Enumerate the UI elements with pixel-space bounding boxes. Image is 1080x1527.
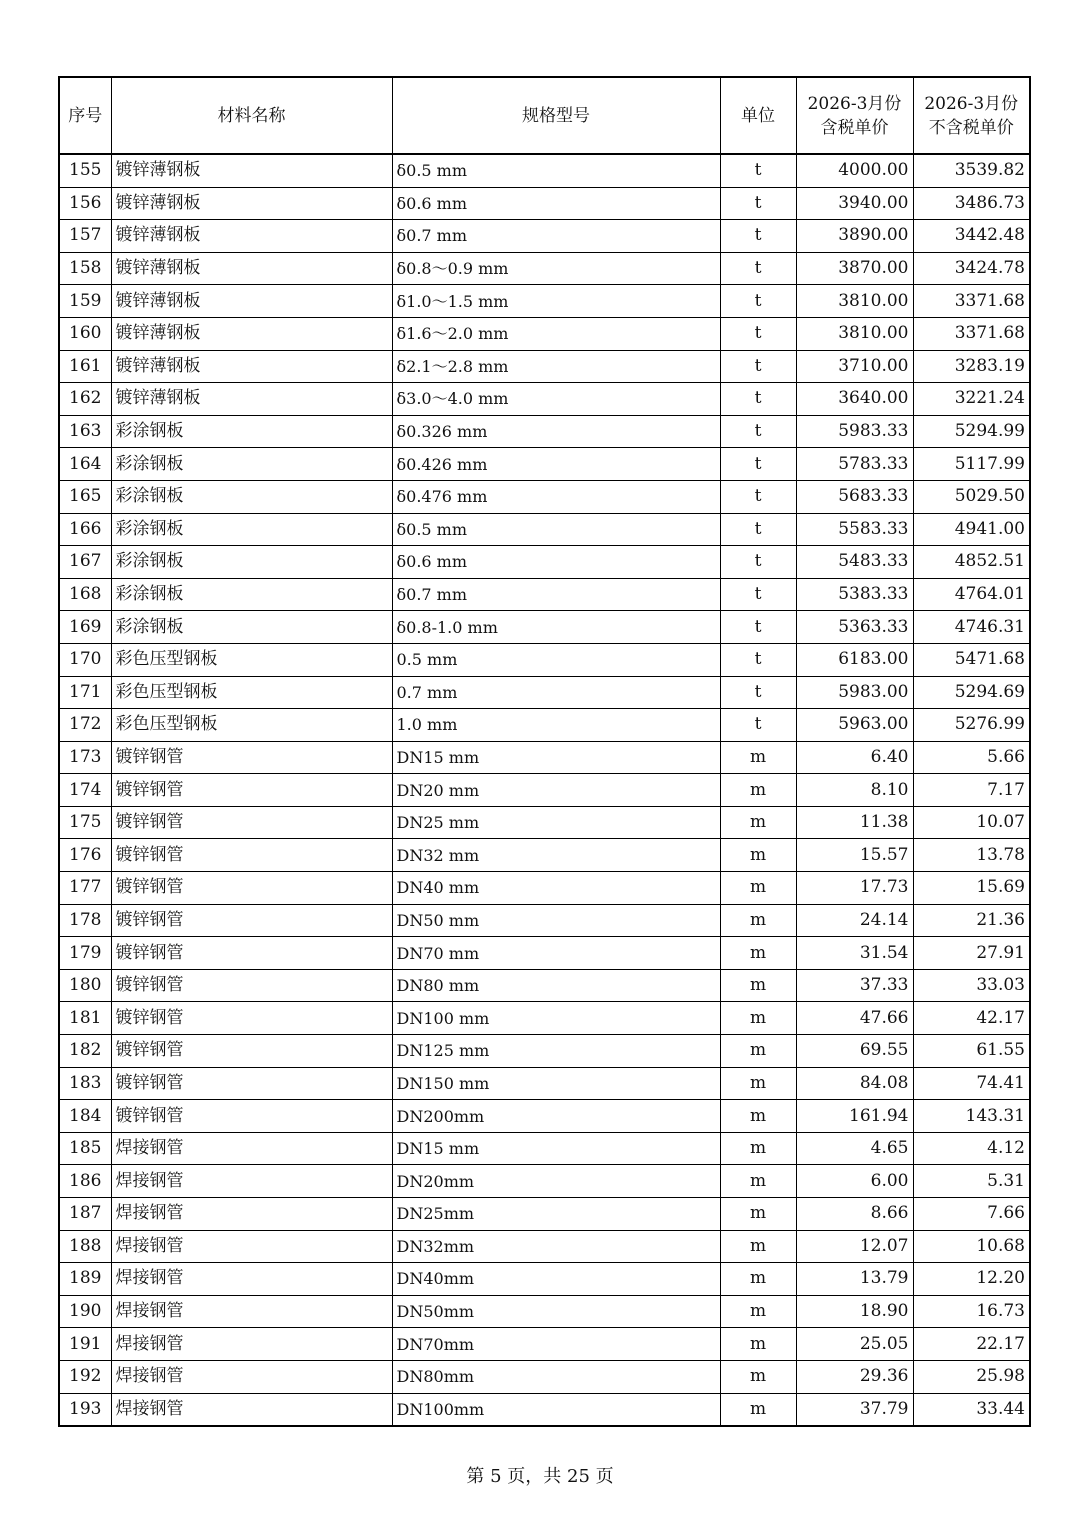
cell-price-tax: 5983.00	[796, 676, 913, 709]
cell-unit: m	[720, 1393, 796, 1426]
cell-price-notax: 5471.68	[913, 643, 1030, 676]
cell-spec: δ0.326 mm	[392, 415, 720, 448]
table-row	[59, 676, 1030, 709]
table-row	[59, 383, 1030, 416]
cell-price-tax: 5783.33	[796, 448, 913, 481]
cell-unit: t	[720, 709, 796, 742]
cell-unit: t	[720, 220, 796, 253]
cell-price-tax: 5683.33	[796, 480, 913, 513]
table-row	[59, 1328, 1030, 1361]
cell-spec: DN100 mm	[392, 1002, 720, 1035]
cell-unit: t	[720, 415, 796, 448]
cell-spec: DN80 mm	[392, 969, 720, 1002]
cell-spec: DN80mm	[392, 1360, 720, 1393]
cell-name: 镀锌钢管	[111, 904, 392, 937]
cell-spec: δ0.6 mm	[392, 187, 720, 220]
cell-name: 镀锌钢管	[111, 937, 392, 970]
cell-no: 173	[59, 741, 111, 774]
cell-spec: δ0.7 mm	[392, 220, 720, 253]
cell-price-tax: 3890.00	[796, 220, 913, 253]
cell-unit: t	[720, 187, 796, 220]
header-price-tax-line2: 含税单价	[820, 117, 889, 138]
cell-no: 174	[59, 774, 111, 807]
cell-name: 镀锌钢管	[111, 806, 392, 839]
cell-no: 187	[59, 1198, 111, 1231]
cell-price-notax: 7.17	[913, 774, 1030, 807]
table-row	[59, 806, 1030, 839]
cell-price-tax: 4000.00	[796, 154, 913, 187]
cell-no: 189	[59, 1263, 111, 1296]
table-row	[59, 1295, 1030, 1328]
table-row	[59, 220, 1030, 253]
table-row	[59, 546, 1030, 579]
cell-name: 镀锌钢管	[111, 872, 392, 905]
cell-unit: t	[720, 350, 796, 383]
cell-no: 157	[59, 220, 111, 253]
header-price-notax	[913, 77, 1030, 154]
cell-name: 镀锌钢管	[111, 774, 392, 807]
table-row	[59, 839, 1030, 872]
cell-no: 162	[59, 383, 111, 416]
cell-price-notax: 33.03	[913, 969, 1030, 1002]
cell-price-notax: 4.12	[913, 1132, 1030, 1165]
table-row	[59, 643, 1030, 676]
cell-price-notax: 4764.01	[913, 578, 1030, 611]
cell-price-notax: 5294.69	[913, 676, 1030, 709]
cell-price-notax: 3539.82	[913, 154, 1030, 187]
table-row	[59, 872, 1030, 905]
cell-price-notax: 25.98	[913, 1360, 1030, 1393]
cell-price-notax: 3371.68	[913, 317, 1030, 350]
cell-spec: DN150 mm	[392, 1067, 720, 1100]
table-row	[59, 1393, 1030, 1426]
cell-price-notax: 143.31	[913, 1100, 1030, 1133]
cell-spec: DN15 mm	[392, 741, 720, 774]
cell-spec: δ0.8-1.0 mm	[392, 611, 720, 644]
table-row	[59, 285, 1030, 318]
cell-no: 186	[59, 1165, 111, 1198]
cell-price-notax: 4746.31	[913, 611, 1030, 644]
cell-price-tax: 12.07	[796, 1230, 913, 1263]
table-row	[59, 969, 1030, 1002]
cell-no: 159	[59, 285, 111, 318]
table-header	[59, 77, 1030, 154]
cell-name: 彩涂钢板	[111, 546, 392, 579]
cell-unit: t	[720, 154, 796, 187]
cell-price-tax: 11.38	[796, 806, 913, 839]
cell-unit: m	[720, 1328, 796, 1361]
cell-no: 167	[59, 546, 111, 579]
cell-spec: δ0.8～0.9 mm	[392, 252, 720, 285]
cell-price-notax: 5.66	[913, 741, 1030, 774]
cell-unit: m	[720, 1165, 796, 1198]
cell-name: 焊接钢管	[111, 1328, 392, 1361]
cell-name: 镀锌薄钢板	[111, 154, 392, 187]
cell-price-notax: 22.17	[913, 1328, 1030, 1361]
cell-unit: m	[720, 1100, 796, 1133]
cell-name: 镀锌钢管	[111, 1002, 392, 1035]
cell-spec: DN70mm	[392, 1328, 720, 1361]
header-price-tax-line1: 2026-3月份	[807, 93, 902, 114]
cell-name: 彩涂钢板	[111, 415, 392, 448]
header-spec: 规格型号	[392, 77, 720, 154]
cell-price-notax: 13.78	[913, 839, 1030, 872]
cell-spec: δ0.5 mm	[392, 513, 720, 546]
cell-no: 168	[59, 578, 111, 611]
header-price-tax	[796, 77, 913, 154]
cell-price-tax: 3810.00	[796, 285, 913, 318]
cell-spec: δ2.1～2.8 mm	[392, 350, 720, 383]
table-row	[59, 709, 1030, 742]
cell-price-notax: 3486.73	[913, 187, 1030, 220]
cell-unit: t	[720, 578, 796, 611]
cell-price-notax: 3442.48	[913, 220, 1030, 253]
cell-unit: m	[720, 904, 796, 937]
cell-spec: δ3.0～4.0 mm	[392, 383, 720, 416]
cell-no: 172	[59, 709, 111, 742]
cell-spec: δ0.7 mm	[392, 578, 720, 611]
cell-unit: m	[720, 1035, 796, 1068]
cell-spec: DN32 mm	[392, 839, 720, 872]
table-row	[59, 317, 1030, 350]
cell-no: 171	[59, 676, 111, 709]
table-row	[59, 448, 1030, 481]
cell-no: 178	[59, 904, 111, 937]
cell-price-tax: 84.08	[796, 1067, 913, 1100]
cell-name: 焊接钢管	[111, 1165, 392, 1198]
cell-price-notax: 16.73	[913, 1295, 1030, 1328]
cell-unit: m	[720, 1295, 796, 1328]
cell-name: 焊接钢管	[111, 1132, 392, 1165]
cell-price-notax: 4852.51	[913, 546, 1030, 579]
cell-price-tax: 6.00	[796, 1165, 913, 1198]
cell-price-tax: 5363.33	[796, 611, 913, 644]
cell-spec: DN70 mm	[392, 937, 720, 970]
cell-name: 彩涂钢板	[111, 578, 392, 611]
cell-name: 彩色压型钢板	[111, 676, 392, 709]
header-no: 序号	[59, 77, 111, 154]
cell-no: 176	[59, 839, 111, 872]
cell-price-notax: 5276.99	[913, 709, 1030, 742]
cell-spec: DN125 mm	[392, 1035, 720, 1068]
cell-name: 镀锌钢管	[111, 969, 392, 1002]
cell-no: 163	[59, 415, 111, 448]
table-row	[59, 1263, 1030, 1296]
cell-spec: DN40 mm	[392, 872, 720, 905]
cell-no: 193	[59, 1393, 111, 1426]
cell-no: 182	[59, 1035, 111, 1068]
cell-spec: DN32mm	[392, 1230, 720, 1263]
cell-name: 彩涂钢板	[111, 480, 392, 513]
cell-unit: t	[720, 676, 796, 709]
cell-price-tax: 29.36	[796, 1360, 913, 1393]
cell-spec: DN20mm	[392, 1165, 720, 1198]
cell-spec: 1.0 mm	[392, 709, 720, 742]
cell-price-tax: 24.14	[796, 904, 913, 937]
cell-no: 188	[59, 1230, 111, 1263]
cell-name: 彩涂钢板	[111, 611, 392, 644]
price-table	[58, 76, 1031, 1427]
cell-unit: t	[720, 643, 796, 676]
cell-price-tax: 3810.00	[796, 317, 913, 350]
cell-name: 焊接钢管	[111, 1295, 392, 1328]
cell-price-notax: 15.69	[913, 872, 1030, 905]
cell-price-notax: 10.07	[913, 806, 1030, 839]
cell-price-notax: 10.68	[913, 1230, 1030, 1263]
cell-price-notax: 61.55	[913, 1035, 1030, 1068]
cell-name: 镀锌薄钢板	[111, 220, 392, 253]
cell-no: 169	[59, 611, 111, 644]
cell-spec: DN50 mm	[392, 904, 720, 937]
cell-no: 156	[59, 187, 111, 220]
cell-price-notax: 3221.24	[913, 383, 1030, 416]
cell-price-tax: 5963.00	[796, 709, 913, 742]
table-row	[59, 741, 1030, 774]
table-row	[59, 1100, 1030, 1133]
cell-no: 160	[59, 317, 111, 350]
cell-price-tax: 18.90	[796, 1295, 913, 1328]
table-row	[59, 937, 1030, 970]
cell-price-tax: 37.79	[796, 1393, 913, 1426]
cell-name: 焊接钢管	[111, 1230, 392, 1263]
cell-price-notax: 3424.78	[913, 252, 1030, 285]
table-row	[59, 774, 1030, 807]
cell-price-tax: 3710.00	[796, 350, 913, 383]
table-row	[59, 1165, 1030, 1198]
cell-spec: DN40mm	[392, 1263, 720, 1296]
cell-unit: m	[720, 1067, 796, 1100]
cell-price-notax: 21.36	[913, 904, 1030, 937]
cell-no: 161	[59, 350, 111, 383]
cell-price-tax: 4.65	[796, 1132, 913, 1165]
cell-unit: m	[720, 969, 796, 1002]
cell-spec: DN50mm	[392, 1295, 720, 1328]
cell-name: 镀锌钢管	[111, 1100, 392, 1133]
table-body	[59, 154, 1030, 1426]
cell-no: 192	[59, 1360, 111, 1393]
table-row	[59, 1067, 1030, 1100]
header-unit: 单位	[720, 77, 796, 154]
cell-no: 175	[59, 806, 111, 839]
cell-spec: δ1.0～1.5 mm	[392, 285, 720, 318]
cell-spec: δ0.426 mm	[392, 448, 720, 481]
cell-price-tax: 8.10	[796, 774, 913, 807]
cell-price-tax: 37.33	[796, 969, 913, 1002]
cell-price-notax: 74.41	[913, 1067, 1030, 1100]
cell-unit: t	[720, 480, 796, 513]
table-row	[59, 350, 1030, 383]
cell-price-notax: 42.17	[913, 1002, 1030, 1035]
cell-unit: t	[720, 611, 796, 644]
cell-unit: m	[720, 741, 796, 774]
cell-price-tax: 47.66	[796, 1002, 913, 1035]
cell-unit: m	[720, 1132, 796, 1165]
cell-price-notax: 5294.99	[913, 415, 1030, 448]
cell-price-notax: 4941.00	[913, 513, 1030, 546]
cell-spec: DN100mm	[392, 1393, 720, 1426]
cell-price-tax: 17.73	[796, 872, 913, 905]
cell-price-notax: 33.44	[913, 1393, 1030, 1426]
cell-unit: t	[720, 252, 796, 285]
cell-price-notax: 5.31	[913, 1165, 1030, 1198]
cell-name: 镀锌钢管	[111, 1067, 392, 1100]
cell-name: 彩色压型钢板	[111, 643, 392, 676]
cell-unit: t	[720, 546, 796, 579]
cell-unit: m	[720, 872, 796, 905]
cell-unit: m	[720, 1360, 796, 1393]
cell-unit: m	[720, 1230, 796, 1263]
cell-price-tax: 5983.33	[796, 415, 913, 448]
cell-name: 镀锌薄钢板	[111, 317, 392, 350]
table-row	[59, 578, 1030, 611]
cell-spec: DN20 mm	[392, 774, 720, 807]
table-row	[59, 513, 1030, 546]
cell-no: 170	[59, 643, 111, 676]
cell-price-notax: 7.66	[913, 1198, 1030, 1231]
cell-name: 彩涂钢板	[111, 513, 392, 546]
cell-spec: δ0.476 mm	[392, 480, 720, 513]
cell-price-tax: 25.05	[796, 1328, 913, 1361]
table-row	[59, 1035, 1030, 1068]
cell-no: 177	[59, 872, 111, 905]
cell-price-tax: 8.66	[796, 1198, 913, 1231]
cell-price-tax: 69.55	[796, 1035, 913, 1068]
cell-name: 镀锌钢管	[111, 839, 392, 872]
cell-no: 158	[59, 252, 111, 285]
table-row	[59, 154, 1030, 187]
table-row	[59, 415, 1030, 448]
cell-price-tax: 3640.00	[796, 383, 913, 416]
table-row	[59, 252, 1030, 285]
cell-unit: m	[720, 1002, 796, 1035]
header-name: 材料名称	[111, 77, 392, 154]
cell-name: 彩色压型钢板	[111, 709, 392, 742]
cell-name: 焊接钢管	[111, 1393, 392, 1426]
cell-unit: m	[720, 774, 796, 807]
cell-name: 焊接钢管	[111, 1198, 392, 1231]
cell-unit: m	[720, 1198, 796, 1231]
cell-unit: m	[720, 937, 796, 970]
cell-no: 166	[59, 513, 111, 546]
cell-name: 镀锌薄钢板	[111, 350, 392, 383]
cell-unit: t	[720, 317, 796, 350]
cell-spec: δ0.5 mm	[392, 154, 720, 187]
table-row	[59, 1230, 1030, 1263]
cell-price-tax: 3870.00	[796, 252, 913, 285]
cell-no: 191	[59, 1328, 111, 1361]
cell-no: 180	[59, 969, 111, 1002]
header-row	[59, 77, 1030, 154]
table-row	[59, 187, 1030, 220]
cell-price-notax: 5117.99	[913, 448, 1030, 481]
cell-no: 184	[59, 1100, 111, 1133]
cell-price-notax: 27.91	[913, 937, 1030, 970]
cell-no: 155	[59, 154, 111, 187]
cell-price-notax: 12.20	[913, 1263, 1030, 1296]
cell-unit: m	[720, 1263, 796, 1296]
cell-price-notax: 3283.19	[913, 350, 1030, 383]
cell-no: 181	[59, 1002, 111, 1035]
cell-price-notax: 3371.68	[913, 285, 1030, 318]
cell-price-tax: 6.40	[796, 741, 913, 774]
table-row	[59, 1198, 1030, 1231]
table-row	[59, 1002, 1030, 1035]
cell-unit: t	[720, 448, 796, 481]
cell-no: 165	[59, 480, 111, 513]
cell-price-tax: 5483.33	[796, 546, 913, 579]
cell-price-tax: 15.57	[796, 839, 913, 872]
cell-price-tax: 5383.33	[796, 578, 913, 611]
cell-name: 镀锌钢管	[111, 741, 392, 774]
cell-spec: δ0.6 mm	[392, 546, 720, 579]
table-row	[59, 1132, 1030, 1165]
cell-spec: 0.5 mm	[392, 643, 720, 676]
table-row	[59, 611, 1030, 644]
cell-price-tax: 3940.00	[796, 187, 913, 220]
cell-unit: m	[720, 839, 796, 872]
page-footer: 第 5 页，共 25 页	[466, 1466, 614, 1487]
cell-spec: DN25 mm	[392, 806, 720, 839]
cell-no: 190	[59, 1295, 111, 1328]
cell-price-tax: 6183.00	[796, 643, 913, 676]
cell-name: 焊接钢管	[111, 1263, 392, 1296]
cell-unit: m	[720, 806, 796, 839]
cell-name: 镀锌薄钢板	[111, 187, 392, 220]
cell-spec: δ1.6～2.0 mm	[392, 317, 720, 350]
cell-unit: t	[720, 285, 796, 318]
header-price-notax-line1: 2026-3月份	[924, 93, 1019, 114]
cell-no: 179	[59, 937, 111, 970]
cell-name: 镀锌薄钢板	[111, 383, 392, 416]
cell-price-tax: 13.79	[796, 1263, 913, 1296]
cell-unit: t	[720, 383, 796, 416]
cell-no: 183	[59, 1067, 111, 1100]
cell-name: 彩涂钢板	[111, 448, 392, 481]
cell-spec: DN25mm	[392, 1198, 720, 1231]
cell-name: 焊接钢管	[111, 1360, 392, 1393]
cell-name: 镀锌薄钢板	[111, 285, 392, 318]
cell-no: 185	[59, 1132, 111, 1165]
table-row	[59, 1360, 1030, 1393]
cell-price-tax: 161.94	[796, 1100, 913, 1133]
header-price-notax-line2: 不含税单价	[928, 117, 1014, 138]
cell-no: 164	[59, 448, 111, 481]
cell-price-notax: 5029.50	[913, 480, 1030, 513]
cell-name: 镀锌薄钢板	[111, 252, 392, 285]
cell-unit: t	[720, 513, 796, 546]
cell-price-tax: 5583.33	[796, 513, 913, 546]
cell-spec: DN15 mm	[392, 1132, 720, 1165]
cell-name: 镀锌钢管	[111, 1035, 392, 1068]
cell-price-tax: 31.54	[796, 937, 913, 970]
table-row	[59, 480, 1030, 513]
cell-spec: DN200mm	[392, 1100, 720, 1133]
table-row	[59, 904, 1030, 937]
cell-spec: 0.7 mm	[392, 676, 720, 709]
